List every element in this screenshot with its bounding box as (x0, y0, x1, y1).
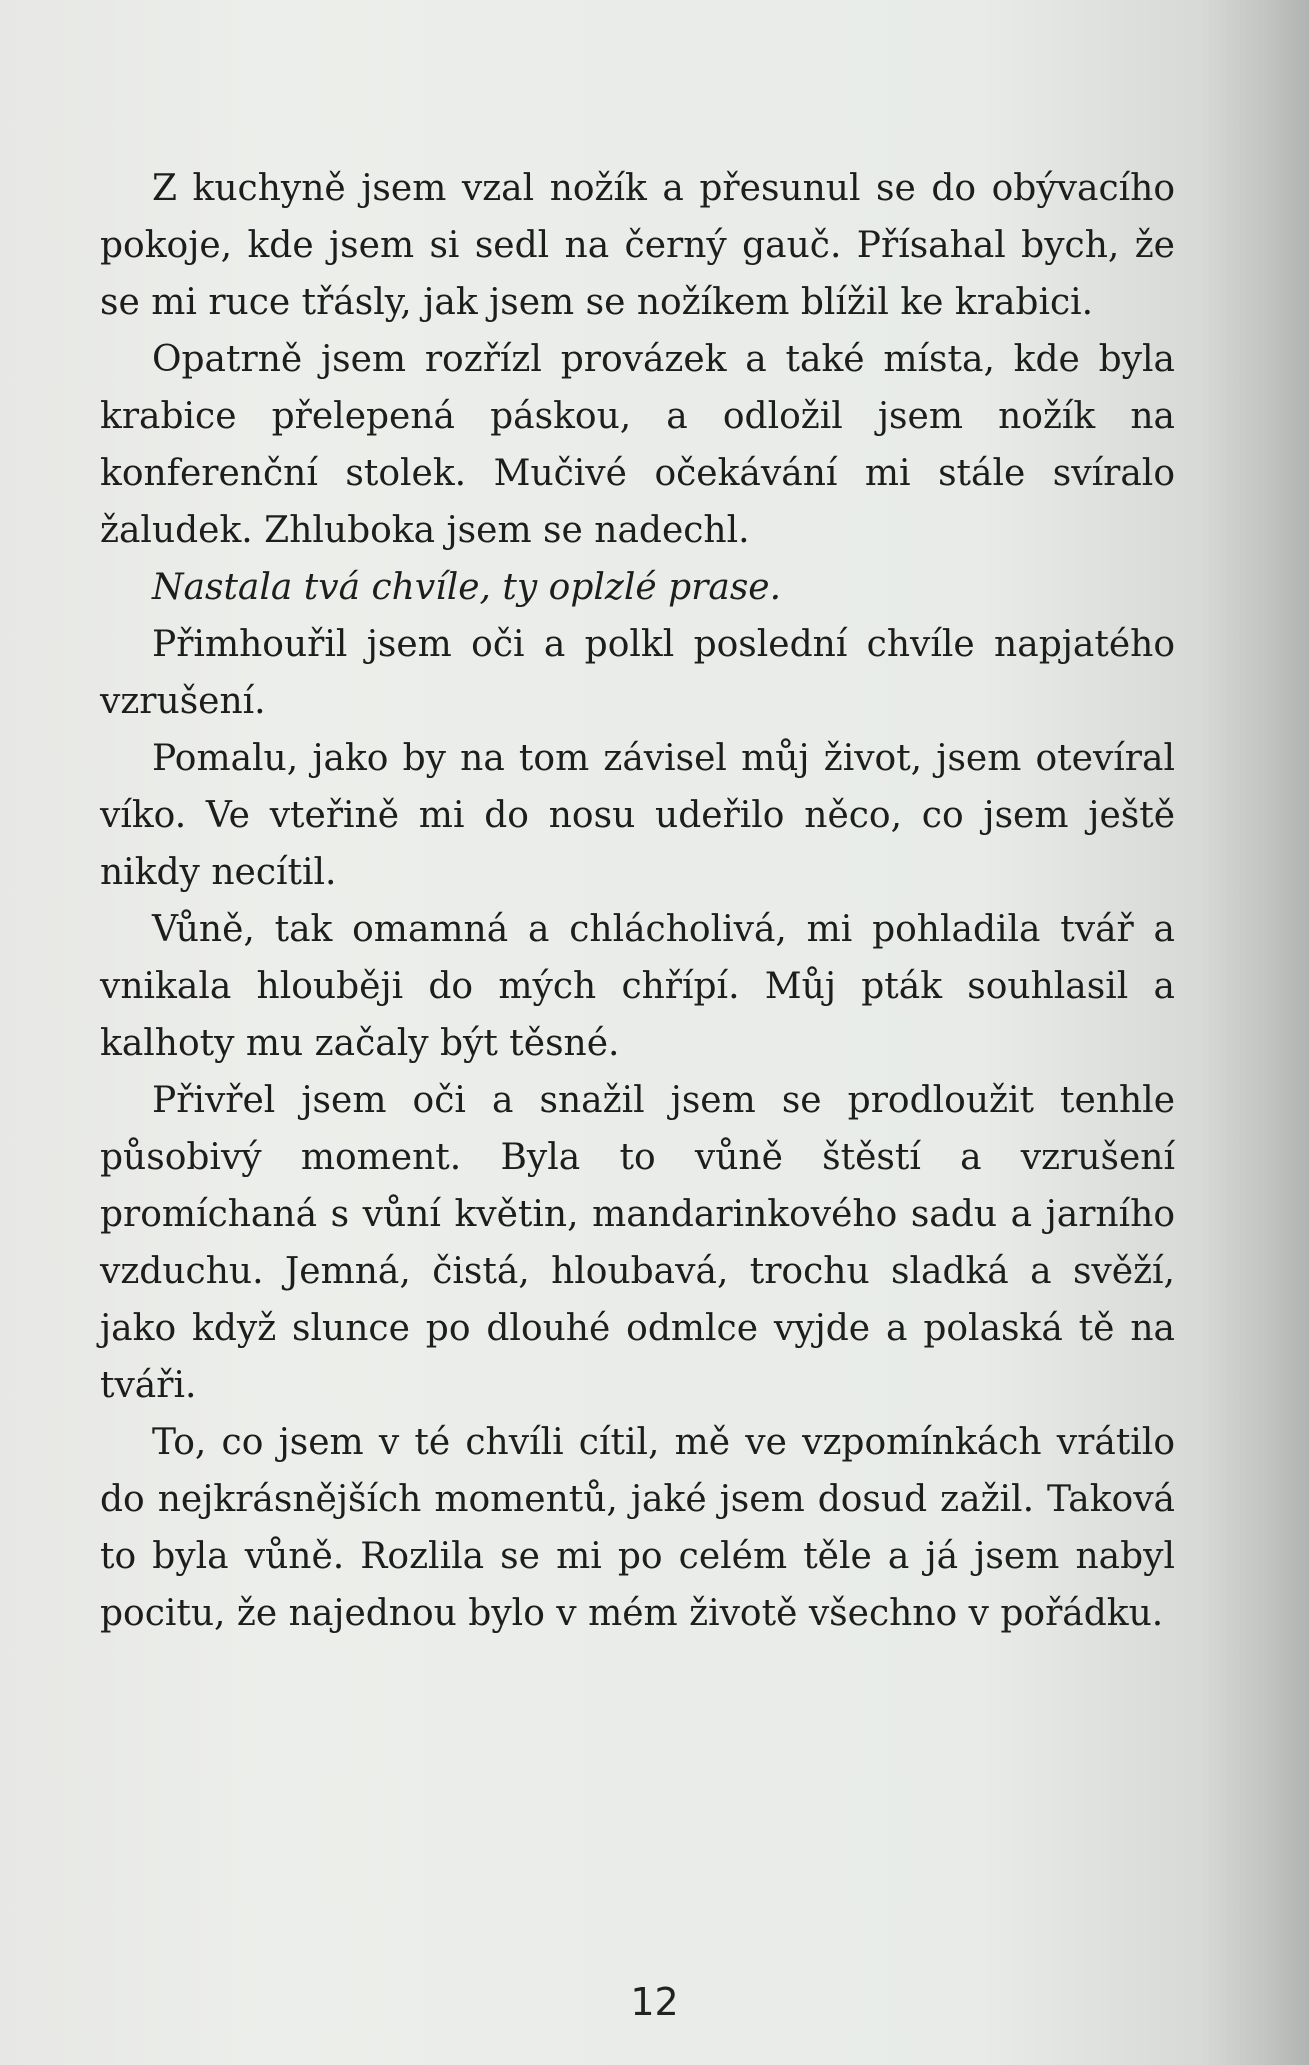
paragraph-1: Z kuchyně jsem vzal nožík a přesunul se do obývacího pokoje, kde jsem si sedl na černý gauč. Přísahal bych, že se mi ruce třásly, jak jsem se nožíkem blížil ke krabici. (100, 168, 1175, 323)
page-edge-shadow (1199, 0, 1309, 2065)
paragraph-7: Přivřel jsem oči a snažil jsem se prodloužit tenhle působivý moment. Byla to vůně štěstí a vzrušení promíchaná s vůní květin, mandarinkového sadu a jarního vzduchu. Jemná, čistá, hloubavá, trochu sladká a svěží, jako když slunce po dlouhé odmlce vyjde a polaská tě na tváři. (100, 1080, 1175, 1406)
paragraph-6: Vůně, tak omamná a chlácholivá, mi pohladila tvář a vnikala hlouběji do mých chřípí. Můj pták souhlasil a kalhoty mu začaly být těsné. (100, 909, 1175, 1064)
page-number: 12 (630, 1980, 679, 2024)
paragraph-8: To, co jsem v té chvíli cítil, mě ve vzpomínkách vrátilo do nejkrásnějších momentů, jaké jsem dosud zažil. Taková to byla vůně. Rozlila se mi po celém těle a já jsem nabyl pocitu, že najednou bylo v mém životě všechno v pořádku. (100, 1422, 1175, 1634)
paragraph-3-italic: Nastala tvá chvíle, ty oplzlé prase. (152, 567, 782, 608)
paragraph-5: Pomalu, jako by na tom závisel můj život, jsem otevíral víko. Ve vteřině mi do nosu udeřilo něco, co jsem ještě nikdy necítil. (100, 738, 1175, 893)
body-text (100, 160, 1175, 1642)
paragraph-4: Přimhouřil jsem oči a polkl poslední chvíle napjatého vzrušení. (100, 624, 1175, 722)
paragraph-2: Opatrně jsem rozřízl provázek a také místa, kde byla krabice přelepená páskou, a odložil jsem nožík na konferenční stolek. Mučivé očekávání mi stále svíralo žaludek. Zhluboka jsem se nadechl. (100, 339, 1175, 551)
